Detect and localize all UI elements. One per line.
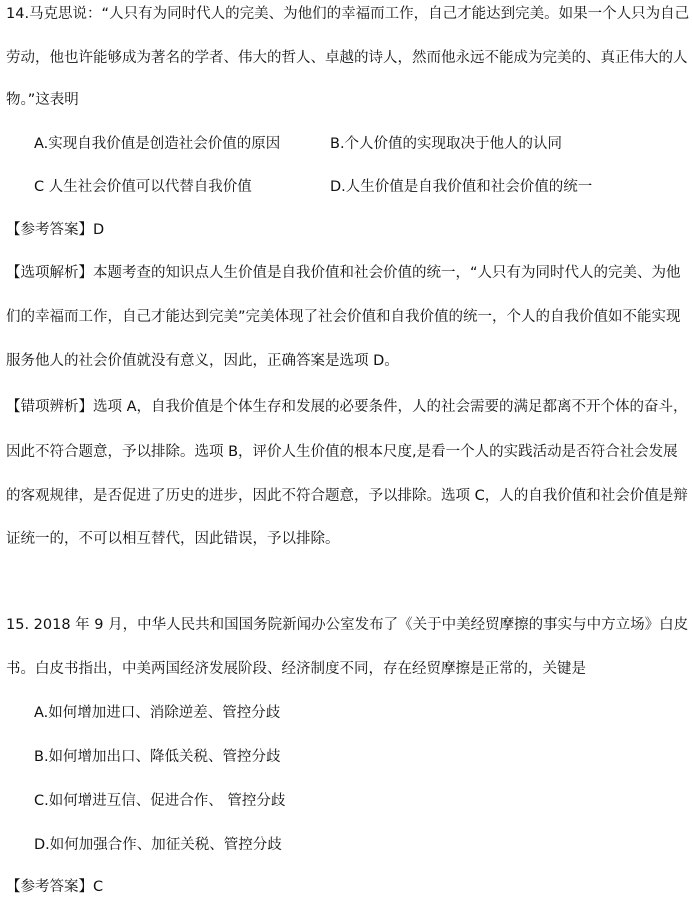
q14-error-line-1: 【错项辨析】选项 A，自我价值是个体生存和发展的必要条件，人的社会需要的满足都离不开个体的奋斗， [6,399,688,415]
q14-stem-line-1: 14.马克思说：“人只有为同时代人的完美、为他们的幸福而工作，自己才能达到完美。如果一个人只为自己 [6,6,690,22]
q15-option-a: A.如何增加进口、消除逆差、管控分歧 [34,705,281,721]
q15-answer: 【参考答案】C [6,879,104,895]
q14-answer: 【参考答案】D [6,222,105,238]
q14-error-line-3: 的客观规律，是否促进了历史的进步，因此不符合题意，予以排除。选项 C，人的自我价值和社会价值是辩 [6,488,688,504]
q14-analysis-line-2: 们的幸福而工作，自己才能达到完美”完美体现了社会价值和自我价值的统一，个人的自我价值如不能实现 [6,309,681,325]
q15-stem-line-2: 书。白皮书指出，中美两国经济发展阶段、经济制度不同，存在经贸摩擦是正常的，关键是 [6,661,586,677]
q15-stem-line-1: 15. 2018 年 9 月，中华人民共和国国务院新闻办公室发布了《关于中美经贸摩擦的事实与中方立场》白皮 [6,617,689,633]
q14-option-a: A.实现自我价值是创造社会价值的原因 [34,136,281,152]
q14-stem-line-2: 劳动，他也许能够成为著名的学者、伟大的哲人、卓越的诗人，然而他永远不能成为完美的、真正伟大的人 [6,50,688,66]
q14-option-c: C 人生社会价值可以代替自我价值 [34,179,252,195]
q15-option-c: C.如何增进互信、促进合作、 管控分歧 [34,793,286,809]
q15-option-b: B.如何增加出口、降低关税、管控分歧 [34,749,281,765]
q15-option-d: D.如何加强合作、加征关税、管控分歧 [34,837,282,853]
q14-error-line-2: 因此不符合题意，予以排除。选项 B，评价人生价值的根本尺度,是看一个人的实践活动是否符合社会发展 [6,444,678,460]
q14-error-line-4: 证统一的，不可以相互替代，因此错误，予以排除。 [6,531,340,547]
q14-stem-line-3: 物。”这表明 [6,92,79,108]
q14-option-b: B.个人价值的实现取决于他人的认同 [330,136,563,152]
q14-analysis-line-1: 【选项解析】本题考查的知识点人生价值是自我价值和社会价值的统一，“人只有为同时代人的完美、为他 [6,265,681,281]
q14-analysis-line-3: 服务他人的社会价值就没有意义，因此，正确答案是选项 D。 [6,353,399,369]
q14-option-d: D.人生价值是自我价值和社会价值的统一 [330,179,593,195]
